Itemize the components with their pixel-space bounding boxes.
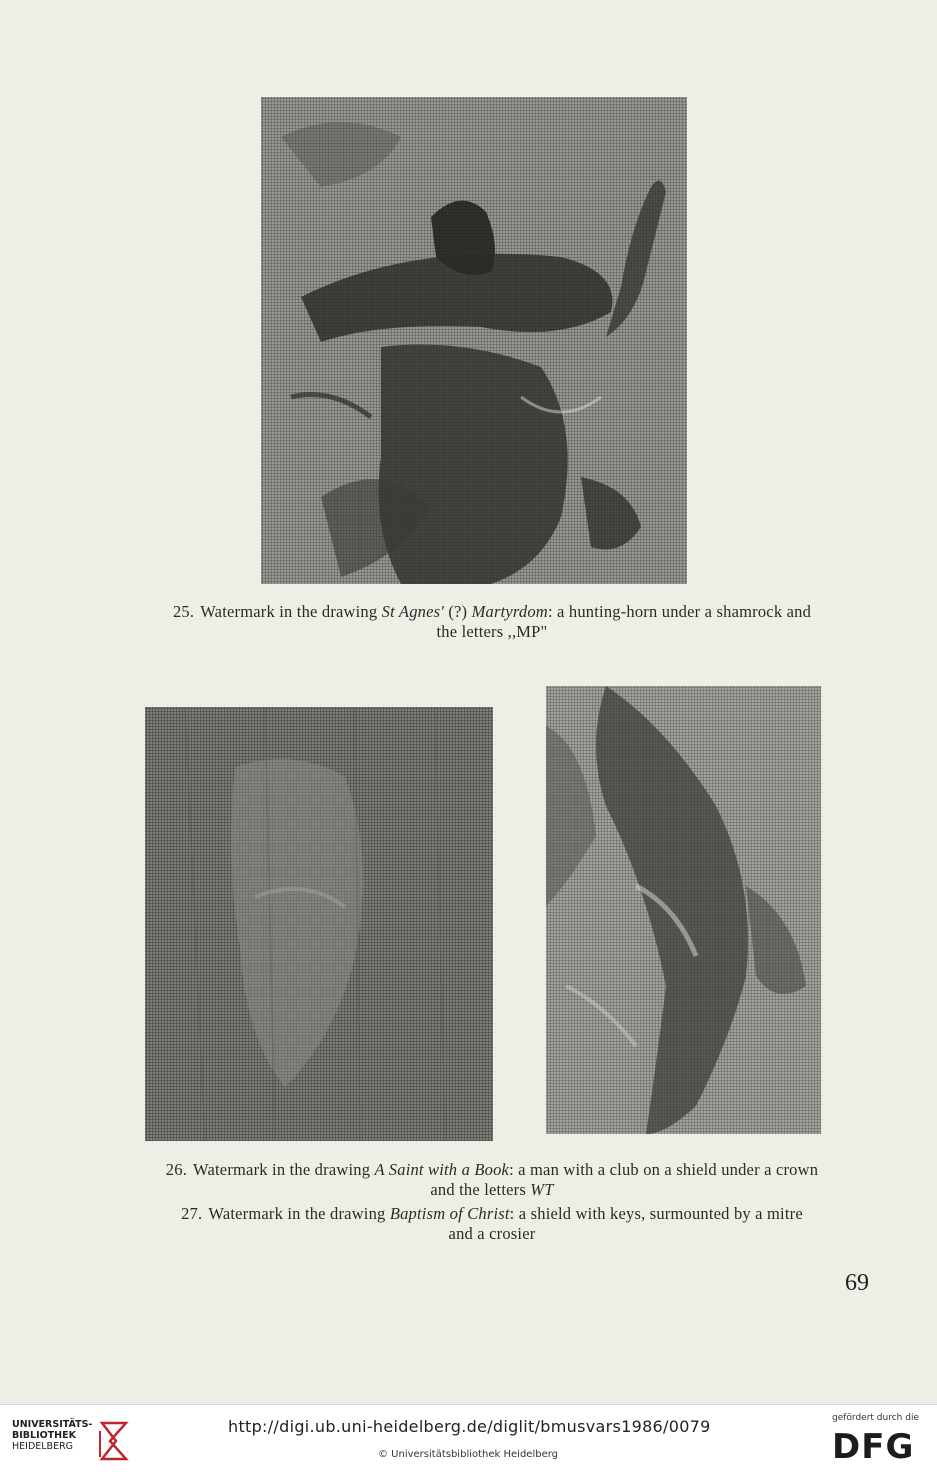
watermark-photo-27 [546,686,821,1134]
library-name-line-3: HEIDELBERG [12,1441,74,1452]
caption-26-line-2-text: and the letters [430,1180,531,1199]
watermark-photo-27-image [546,686,821,1134]
library-name [12,1419,92,1452]
document-url-link[interactable]: http://digi.ub.uni-heidelberg.de/diglit/bmusvars1986/0079 [228,1417,711,1436]
caption-25-number: 25. [172,602,195,621]
watermark-photo-25-image [261,97,687,584]
funder-note: gefördert durch die [832,1413,919,1423]
caption-26-letters: WT [530,1180,554,1199]
caption-26-line-2 [92,1180,892,1200]
caption-25-title-2: Martyrdom [471,602,548,621]
caption-26 [92,1160,892,1200]
watermark-photo-26-image [145,707,493,1141]
caption-26-number: 26. [165,1160,188,1179]
caption-27-line-2: and a crosier [448,1224,536,1243]
caption-26-title: A Saint with a Book [374,1160,510,1179]
caption-26-text: Watermark in the drawing [193,1160,375,1179]
caption-27-text: Watermark in the drawing [208,1204,390,1223]
caption-25-title: St Agnes' [381,602,444,621]
caption-27-number: 27. [181,1204,203,1223]
watermark-photo-26 [145,707,493,1141]
caption-25-mid: (?) [444,602,472,621]
watermark-photo-25 [261,97,687,584]
caption-27-title: Baptism of Christ [389,1204,510,1223]
library-logo[interactable] [12,1419,132,1461]
caption-27 [92,1204,892,1244]
caption-25-description: : a hunting-horn under a shamrock and [547,602,812,621]
caption-27-line-1 [92,1204,892,1224]
page-number: 69 [845,1270,869,1296]
caption-25 [92,602,892,642]
caption-25-line-1 [92,602,892,622]
library-name-line-1: UNIVERSITÄTS- [12,1419,93,1430]
library-mark-icon [96,1421,130,1461]
caption-25-text: Watermark in the drawing [200,602,382,621]
caption-26-line-1 [92,1160,892,1180]
viewer-footer [0,1404,937,1472]
caption-25-line-2: the letters ,,MP" [436,622,548,641]
library-name-line-2: BIBLIOTHEK [12,1430,76,1441]
copyright-text: © Universitätsbibliothek Heidelberg [378,1449,559,1460]
caption-26-description: : a man with a club on a shield under a crown [509,1160,819,1179]
caption-27-description: : a shield with keys, surmounted by a mitre [509,1204,803,1223]
dfg-logo[interactable]: DFG [832,1427,915,1467]
